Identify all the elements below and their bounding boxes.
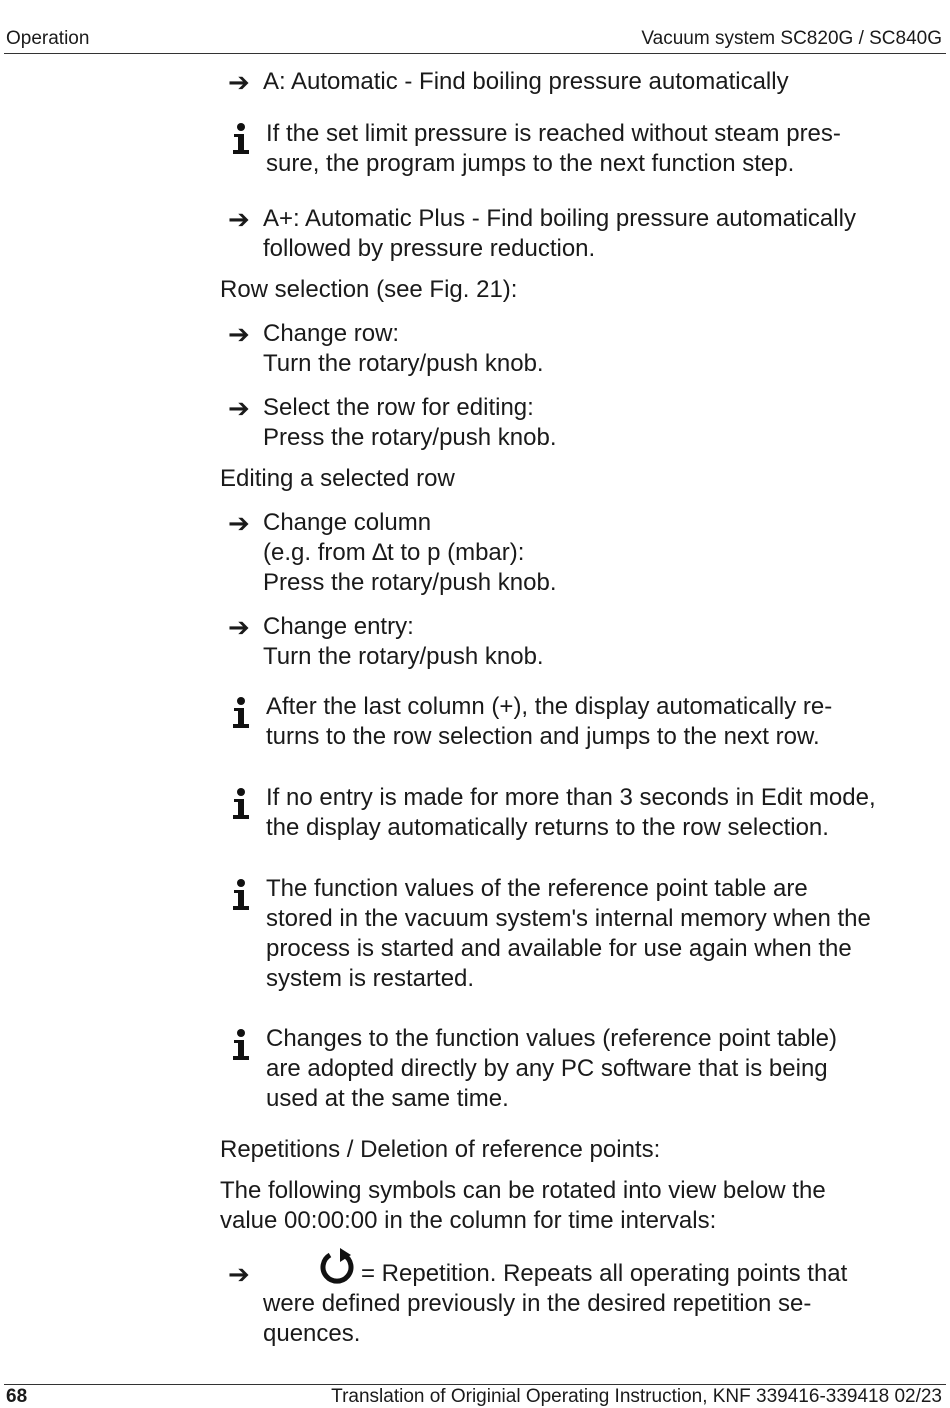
note-line: used at the same time. — [266, 1085, 509, 1112]
item-automatic-text: A: Automatic - Find boiling pressure automatically — [263, 68, 789, 95]
item-line: = Repetition. Repeats all operating points that — [361, 1260, 848, 1287]
note-line: are adopted directly by any PC software that is being — [266, 1055, 828, 1082]
item-line: Select the row for editing: — [263, 394, 534, 421]
info-icon — [232, 878, 250, 912]
note-line: sure, the program jumps to the next function step. — [266, 150, 795, 177]
note-line: system is restarted. — [266, 965, 475, 992]
header-product: Vacuum system SC820G / SC840G — [641, 28, 942, 49]
note-line: After the last column (+), the display automatically re- — [266, 693, 833, 720]
item-line: A+: Automatic Plus - Find boiling pressure automatically — [263, 205, 856, 232]
right-arrow-icon: ➔ — [228, 393, 250, 423]
right-arrow-icon: ➔ — [228, 67, 250, 97]
header-section: Operation — [6, 28, 90, 49]
item-line: Press the rotary/push knob. — [263, 424, 557, 451]
info-icon — [232, 1028, 250, 1062]
header-divider — [4, 53, 946, 54]
right-arrow-icon: ➔ — [228, 508, 250, 538]
footer-document: Translation of Originial Operating Instruction, KNF 339416-339418 02/23 — [331, 1386, 942, 1407]
note-line: turns to the row selection and jumps to the next row. — [266, 723, 820, 750]
item-line: Change column — [263, 509, 432, 536]
item-line: Change row: — [263, 320, 400, 347]
item-line: quences. — [263, 1320, 361, 1347]
note-line: stored in the vacuum system's internal memory when the — [266, 905, 871, 932]
item-line: Turn the rotary/push knob. — [263, 350, 544, 377]
item-line: followed by pressure reduction. — [263, 235, 596, 262]
note-line: Changes to the function values (reference point table) — [266, 1025, 838, 1052]
page-number: 68 — [6, 1386, 28, 1407]
item-line: Change entry: — [263, 613, 414, 640]
note-line: If no entry is made for more than 3 seconds in Edit mode, — [266, 784, 876, 811]
right-arrow-icon: ➔ — [228, 204, 250, 234]
footer-divider — [4, 1384, 946, 1385]
note-line: If the set limit pressure is reached without steam pres- — [266, 120, 841, 147]
info-icon — [232, 122, 250, 156]
item-line: (e.g. from ∆t to p (mbar): — [263, 539, 525, 566]
note-line: The function values of the reference point table are — [266, 875, 808, 902]
paragraph-line: The following symbols can be rotated into view below the — [220, 1177, 826, 1204]
paragraph-line: value 00:00:00 in the column for time intervals: — [220, 1207, 717, 1234]
info-icon — [232, 696, 250, 730]
note-line: the display automatically returns to the row selection. — [266, 814, 829, 841]
info-icon — [232, 787, 250, 821]
right-arrow-icon: ➔ — [228, 319, 250, 349]
right-arrow-icon: ➔ — [228, 1259, 250, 1289]
right-arrow-icon: ➔ — [228, 612, 250, 642]
item-line: Press the rotary/push knob. — [263, 569, 557, 596]
item-line: were defined previously in the desired repetition se- — [263, 1290, 812, 1317]
item-line: Turn the rotary/push knob. — [263, 643, 544, 670]
note-line: process is started and available for use again when the — [266, 935, 852, 962]
